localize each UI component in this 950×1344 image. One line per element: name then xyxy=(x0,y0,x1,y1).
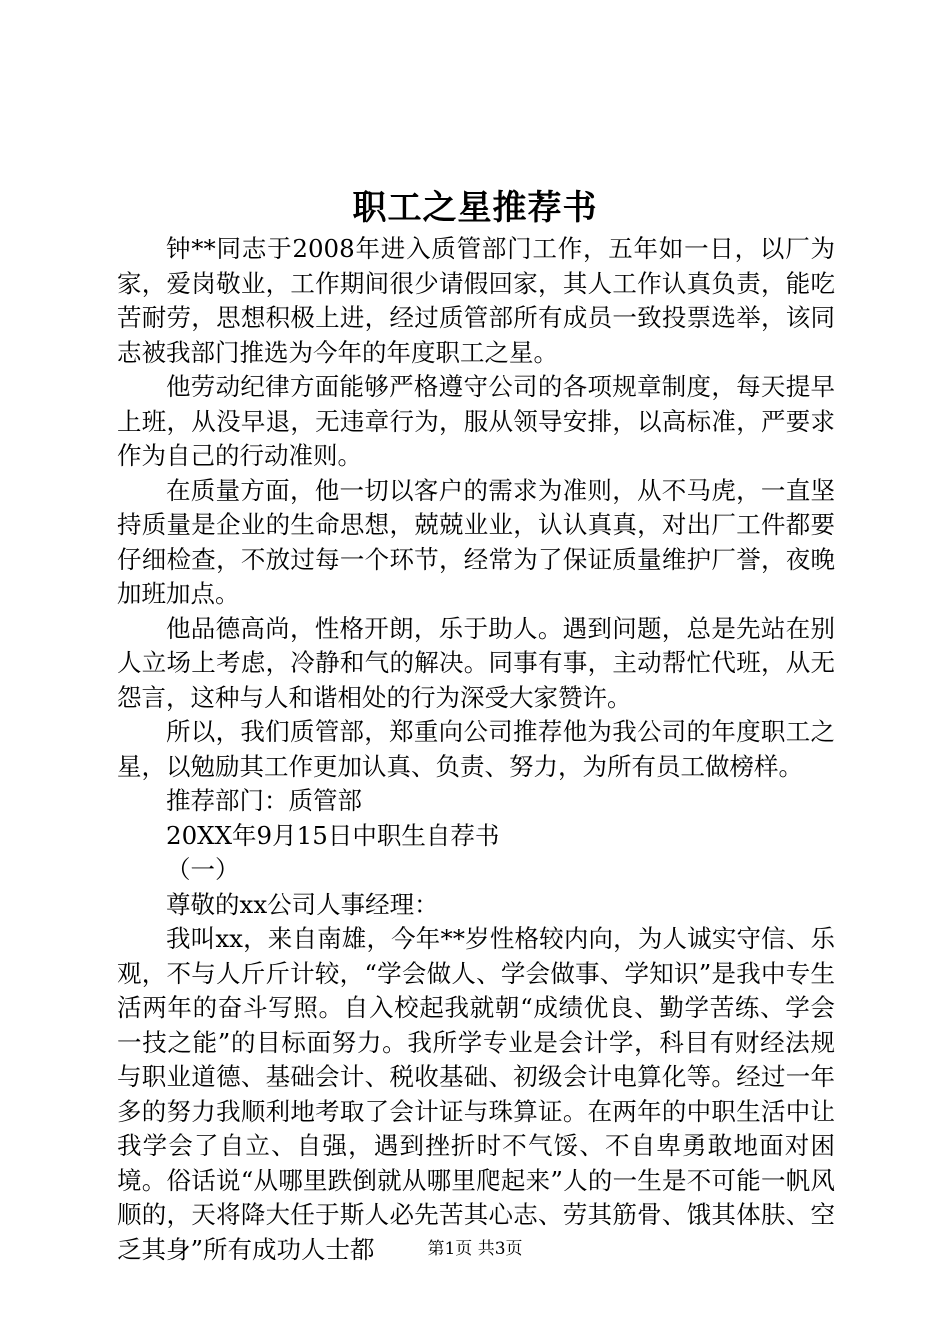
date-and-next-title: 20XX年9月15日中职生自荐书 xyxy=(166,820,500,850)
salutation: 尊敬的xx公司人事经理： xyxy=(166,889,439,919)
page-footer: 第1页 共3页 xyxy=(427,1239,523,1259)
paragraph-discipline: 他劳动纪律方面能够严格遵守公司的各项规章制度，每天提早上班，从没早退，无违章行为，服从领导安排，以高标准，严要求作为自己的行动准则。 xyxy=(117,372,835,470)
paragraph-conclusion: 所以，我们质管部，郑重向公司推荐他为我公司的年度职工之星，以勉励其工作更加认真、负责、努力，为所有员工做榜样。 xyxy=(117,717,835,781)
paragraph-intro: 钟**同志于2008年进入质管部门工作，五年如一日，以厂为家，爱岗敬业，工作期间很少请假回家，其人工作认真负责，能吃苦耐劳，思想积极上进，经过质管部所有成员一致投票选举，该同志被我部门推选为今年的年度职工之星。 xyxy=(117,234,835,367)
document-body xyxy=(117,232,835,1267)
paragraph-self-intro: 我叫xx，来自南雄，今年**岁性格较内向，为人诚实守信、乐观，不与人斤斤计较，“学会做人、学会做事、学知识”是我中专生活两年的奋斗写照。自入校起我就朝“成绩优良、勤学苦练、学会一技之能”的目标面努力。我所学专业是会计学，科目有财经法规与职业道德、基础会计、税收基础、初级会计电算化等。经过一年多的努力我顺利地考取了会计证与珠算证。在两年的中职生活中让我学会了自立、自强，遇到挫折时不气馁、不自卑勇敢地面对困境。俗话说“从哪里跌倒就从哪里爬起来”人的一生是不可能一帆风顺的，天将降大任于斯人必先苦其心志、劳其筋骨、饿其体肤、空乏其身”所有成功人士都 xyxy=(117,924,835,1264)
paragraph-character: 他品德高尚，性格开朗，乐于助人。遇到问题，总是先站在别人立场上考虑，冷静和气的解决。同事有事，主动帮忙代班，从无怨言，这种与人和谐相处的行为深受大家赞许。 xyxy=(117,613,835,712)
section-number: （一） xyxy=(166,855,240,884)
recommending-department: 推荐部门：质管部 xyxy=(166,786,362,815)
document-title: 职工之星推荐书 xyxy=(352,188,598,228)
paragraph-quality: 在质量方面，他一切以客户的需求为准则，从不马虎，一直坚持质量是企业的生命思想，兢兢业业，认认真真，对出厂工件都要仔细检查，不放过每一个环节，经常为了保证质量维护厂誉，夜晚加班加点。 xyxy=(117,475,835,608)
